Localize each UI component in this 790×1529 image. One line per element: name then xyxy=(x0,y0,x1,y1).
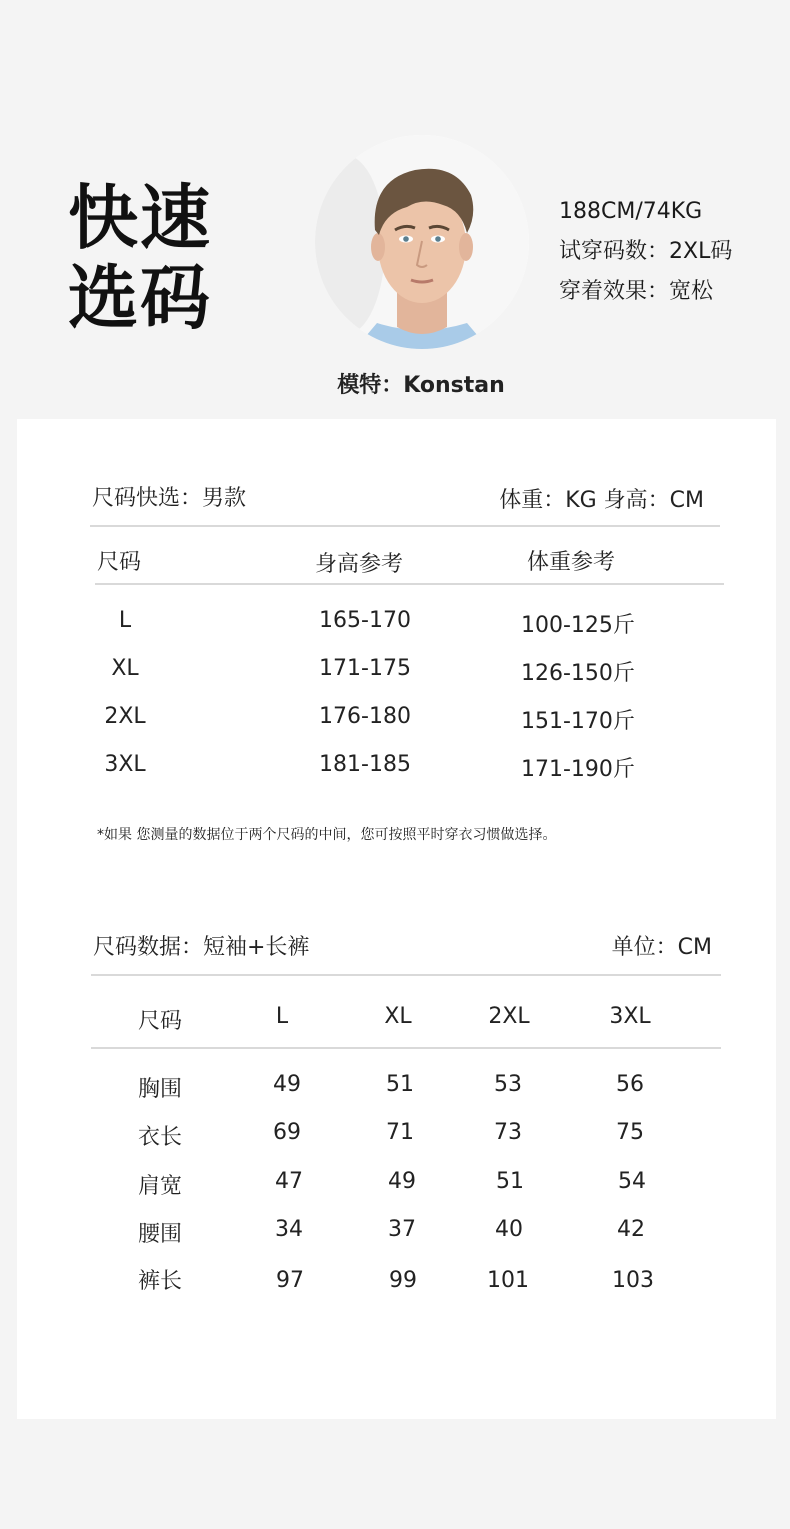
size-card xyxy=(17,419,776,1419)
weight-cell: 126-150斤 xyxy=(521,661,635,686)
page-title xyxy=(68,178,212,338)
value-cell: 47 xyxy=(275,1169,303,1194)
col-header-size: 尺码 xyxy=(97,550,142,575)
value-cell: 69 xyxy=(273,1120,301,1145)
model-name-caption xyxy=(0,368,790,399)
measure-label: 胸围 xyxy=(137,1077,182,1102)
value-cell: 53 xyxy=(494,1072,522,1097)
divider xyxy=(91,974,721,976)
quick-select-label: 尺码快选：男款 xyxy=(92,486,247,511)
measure-label: 衣长 xyxy=(137,1125,182,1150)
value-cell: 40 xyxy=(495,1217,523,1242)
col-header-xl: XL xyxy=(384,1004,412,1029)
value-cell: 54 xyxy=(618,1169,646,1194)
col-header-size: 尺码 xyxy=(137,1009,182,1034)
value-cell: 51 xyxy=(386,1072,414,1097)
weight-cell: 100-125斤 xyxy=(521,613,635,638)
value-cell: 49 xyxy=(388,1169,416,1194)
measure-label: 裤长 xyxy=(137,1269,182,1294)
weight-cell: 151-170斤 xyxy=(521,709,635,734)
value-cell: 103 xyxy=(612,1268,654,1293)
col-header-weight: 体重参考 xyxy=(527,550,616,575)
value-cell: 101 xyxy=(487,1268,529,1293)
col-header-height: 身高参考 xyxy=(315,552,404,577)
model-fit: 穿着效果：宽松 xyxy=(559,279,714,304)
value-cell: 34 xyxy=(275,1217,303,1242)
measure-label: 腰围 xyxy=(137,1222,182,1247)
size-cell: 3XL xyxy=(104,752,146,777)
value-cell: 51 xyxy=(496,1169,524,1194)
size-note: *如果 您测量的数据位于两个尺码的中间，您可按照平时穿衣习惯做选择。 xyxy=(97,827,557,843)
height-cell: 171-175 xyxy=(319,656,411,681)
value-cell: 71 xyxy=(386,1120,414,1145)
weight-cell: 171-190斤 xyxy=(521,757,635,782)
divider xyxy=(91,1047,721,1049)
col-header-l: L xyxy=(275,1004,289,1029)
value-cell: 99 xyxy=(389,1268,417,1293)
size-data-unit: 单位：CM xyxy=(611,935,712,960)
size-data-label: 尺码数据：短袖+长裤 xyxy=(93,935,310,960)
model-avatar xyxy=(315,135,529,349)
model-stats: 188CM/74KG xyxy=(559,199,703,224)
height-cell: 176-180 xyxy=(319,704,411,729)
height-cell: 165-170 xyxy=(319,608,411,633)
value-cell: 97 xyxy=(276,1268,304,1293)
height-cell: 181-185 xyxy=(319,752,411,777)
model-info xyxy=(559,192,732,312)
size-cell: 2XL xyxy=(104,704,146,729)
value-cell: 73 xyxy=(494,1120,522,1145)
model-trial-size: 试穿码数：2XL码 xyxy=(559,239,733,264)
value-cell: 56 xyxy=(616,1072,644,1097)
size-cell: L xyxy=(118,608,132,633)
title-line-1: 快速 xyxy=(68,177,212,259)
model-name: 模特：Konstan xyxy=(337,373,505,398)
col-header-2xl: 2XL xyxy=(488,1004,530,1029)
title-line-2: 选码 xyxy=(68,257,212,339)
model-portrait-image xyxy=(315,135,529,349)
value-cell: 49 xyxy=(273,1072,301,1097)
measure-label: 肩宽 xyxy=(137,1174,182,1199)
size-cell: XL xyxy=(111,656,139,681)
quick-select-units: 体重：KG 身高：CM xyxy=(499,488,704,513)
col-header-3xl: 3XL xyxy=(609,1004,651,1029)
divider xyxy=(90,525,720,527)
divider xyxy=(95,583,724,585)
value-cell: 37 xyxy=(388,1217,416,1242)
value-cell: 75 xyxy=(616,1120,644,1145)
value-cell: 42 xyxy=(617,1217,645,1242)
